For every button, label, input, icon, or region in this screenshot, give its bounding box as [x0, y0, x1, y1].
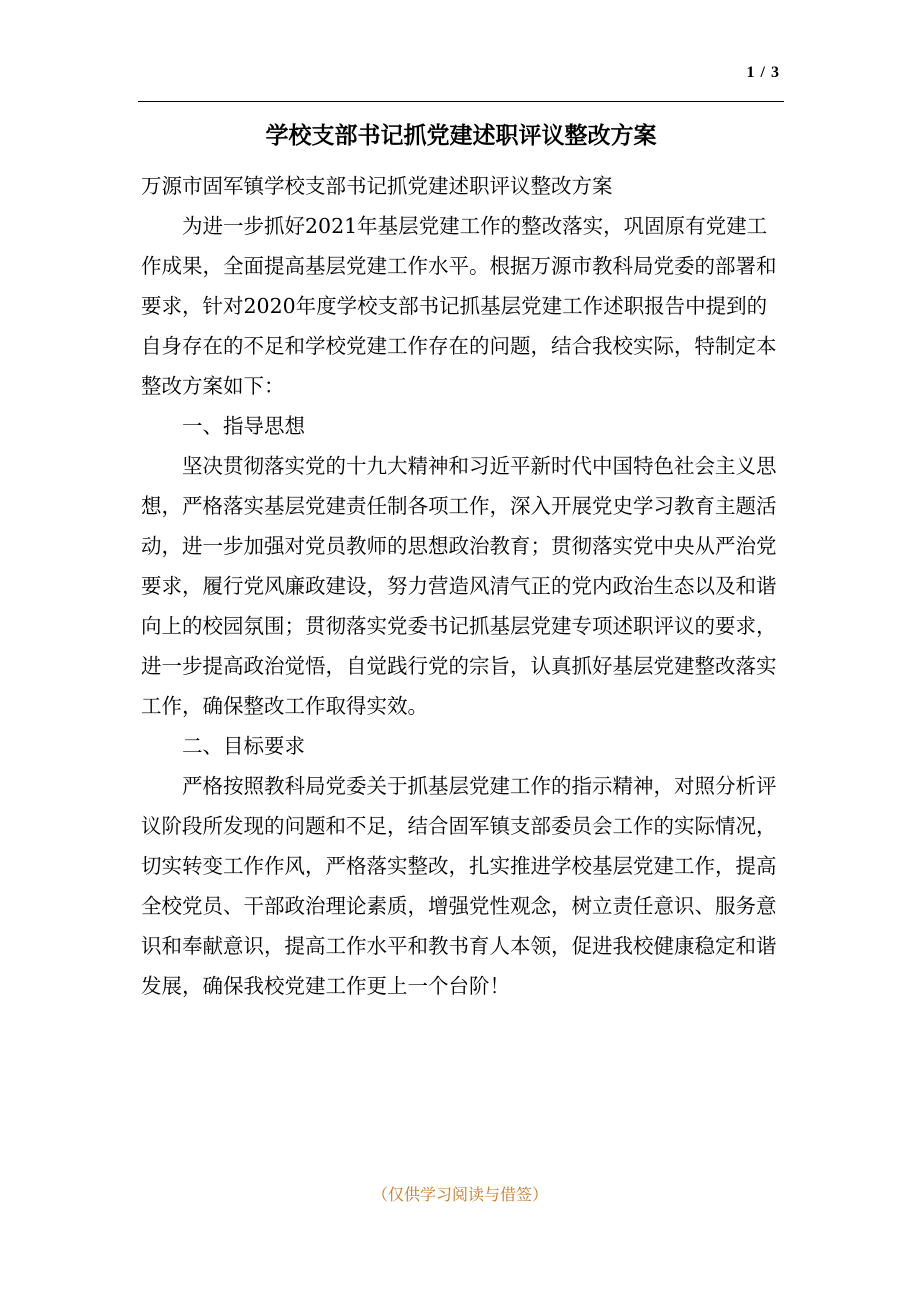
section-body-goals: 严格按照教科局党委关于抓基层党建工作的指示精神，对照分析评议阶段所发现的问题和不足，结合固军镇支部委员会工作的实际情况，切实转变工作作风，严格落实整改，扎实推进学校基层党建工作，提高全校党员、干部政治理论素质，增强党性观念，树立责任意识、服务意识和奉献意识，提高工作水平和教书育人本领，促进我校健康稳定和谐发展，确保我校党建工作更上一个台阶！: [141, 774, 777, 998]
section-body-guiding-ideology: 坚决贯彻落实党的十九大精神和习近平新时代中国特色社会主义思想，严格落实基层党建责任制各项工作，深入开展党史学习教育主题活动，进一步加强对党员教师的思想政治教育；贯彻落实党中央从严治党要求，履行党风廉政建设，努力营造风清气正的党内政治生态以及和谐向上的校园氛围；贯彻落实党委书记抓基层党建专项述职评议的要求，进一步提高政治觉悟，自觉践行党的宗旨，认真抓好基层党建整改落实工作，确保整改工作取得实效。: [141, 454, 777, 718]
section-heading-goals: 二、目标要求: [182, 734, 305, 758]
intro-paragraph: 为进一步抓好2021年基层党建工作的整改落实，巩固原有党建工作成果，全面提高基层党建工作水平。根据万源市教科局党委的部署和要求，针对2020年度学校支部书记抓基层党建工作述职报告中提到的自身存在的不足和学校党建工作存在的问题，结合我校实际，特制定本整改方案如下：: [141, 214, 777, 398]
page-number: 1 / 3: [746, 64, 780, 81]
document-body: [141, 166, 786, 1006]
document-title: 学校支部书记抓党建述职评议整改方案: [265, 122, 657, 149]
document-subtitle: 万源市固军镇学校支部书记抓党建述职评议整改方案: [141, 174, 613, 198]
footer-disclaimer: （仅供学习阅读与借签）: [371, 1185, 548, 1204]
header-divider: [138, 101, 784, 102]
section-heading-guiding-ideology: 一、指导思想: [182, 414, 305, 438]
